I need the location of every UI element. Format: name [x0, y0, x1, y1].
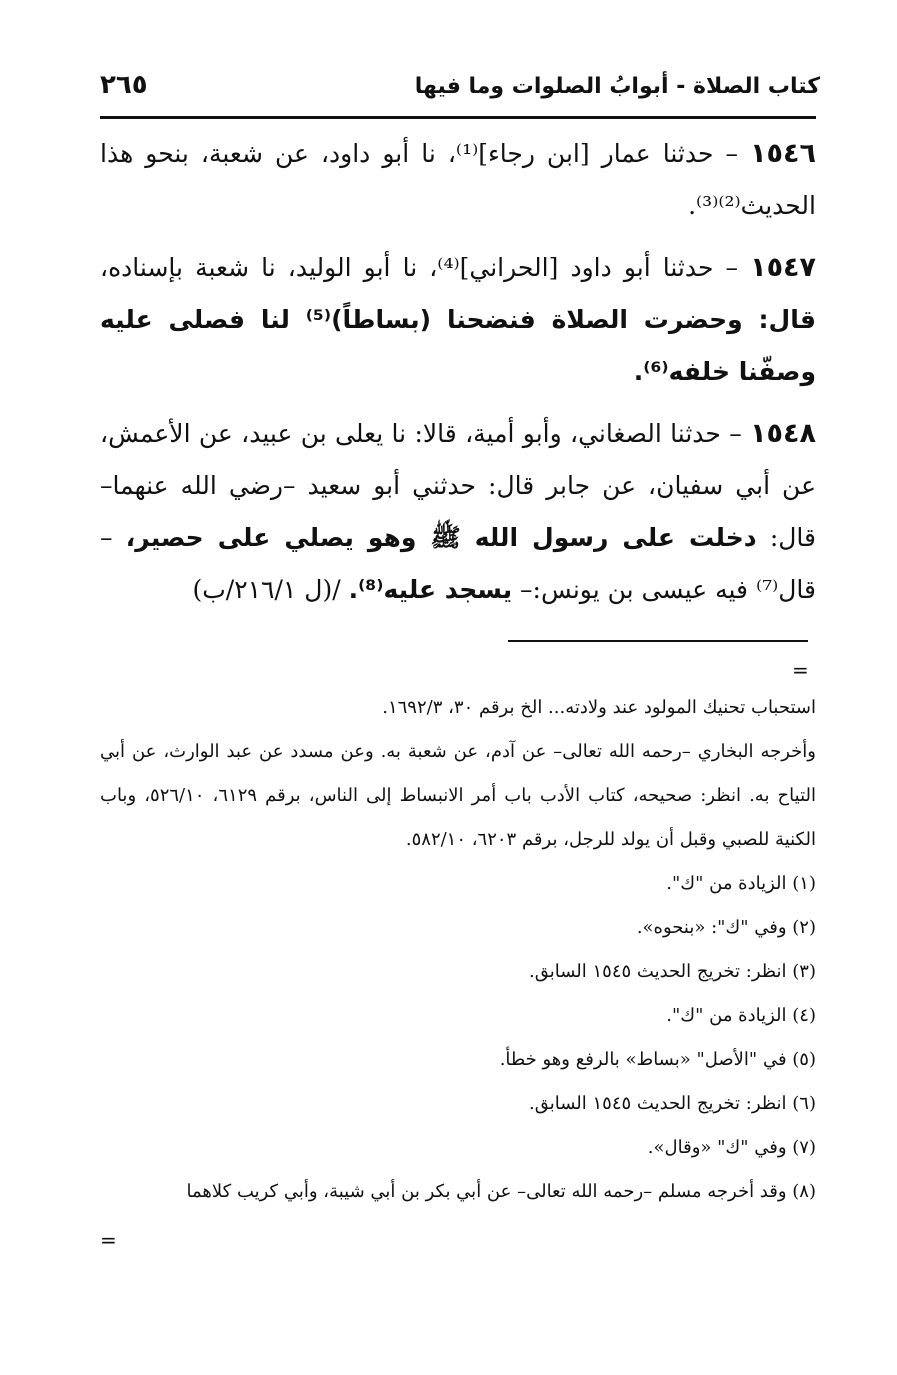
- running-title: كتاب الصلاة - أبوابُ الصلوات وما فيها: [414, 74, 820, 99]
- footnote-separator: [508, 640, 808, 642]
- footnote-8: (٨) وقد أخرجه مسلم –رحمه الله تعالى– عن أبي بكر بن أبي شيبة، وأبي كريب كلاهما: [186, 1181, 816, 1202]
- footnote-3: (٣) انظر: تخريج الحديث ١٥٤٥ السابق.: [529, 961, 816, 982]
- hadith-tail: –قال⁽⁷⁾ فيه عيسى بن يونس:–: [100, 523, 816, 604]
- page-number: ٢٦٥: [100, 70, 148, 100]
- footnote-5: (٥) في "الأصل" «بساط» بالرفع وهو خطأ.: [499, 1049, 816, 1070]
- footnote-1: (١) الزيادة من "ك".: [666, 873, 816, 894]
- hadith-matn: دخلت على رسول الله ﷺ وهو يصلي على حصير،: [125, 523, 757, 552]
- main-text: [100, 128, 816, 626]
- hadith-1548: [100, 408, 816, 616]
- page-header: [100, 70, 820, 114]
- manuscript-ref: /(ل ٢١٦/١/ب): [192, 575, 341, 604]
- end-continuation-mark: =: [100, 1228, 117, 1252]
- footnotes: [100, 686, 816, 1214]
- footnote-2: (٢) وفي "ك": «بنحوه».: [636, 917, 816, 938]
- footnote-7: (٧) وفي "ك" «وقال».: [647, 1137, 816, 1158]
- hadith-number: ١٥٤٧: [750, 252, 817, 283]
- footnote-continuation: استحباب تحنيك المولود عند ولادته... الخ برقم ٣٠، ١٦٩٢/٣.: [382, 697, 816, 718]
- hadith-matn: قال: وحضرت الصلاة فنضحنا (بساطاً)⁽⁵⁾ لنا فصلى عليه وصفّنا خلفه⁽⁶⁾.: [100, 305, 816, 386]
- hadith-number: ١٥٤٨: [750, 418, 816, 449]
- footnote-4: (٤) الزيادة من "ك".: [666, 1005, 816, 1026]
- hadith-1546: [100, 128, 816, 232]
- hadith-1547: [100, 242, 816, 398]
- hadith-text: – حدثنا الصغاني، وأبو أمية، قالا: نا يعلى بن عبيد، عن الأعمش، عن أبي سفيان، عن جابر قال: حدثني أبو سعيد –رضي الله عنهما– قال:: [100, 419, 816, 552]
- header-rule: [100, 116, 816, 119]
- footnote-6: (٦) انظر: تخريج الحديث ١٥٤٥ السابق.: [529, 1093, 816, 1114]
- hadith-number: ١٥٤٦: [750, 138, 816, 169]
- continuation-mark: =: [792, 658, 809, 682]
- hadith-text: – حدثنا عمار [ابن رجاء]⁽¹⁾، نا أبو داود، عن شعبة، بنحو هذا الحديث⁽²⁾⁽³⁾.: [100, 139, 816, 220]
- hadith-matn-tail: يسجد عليه⁽⁸⁾.: [348, 575, 513, 604]
- hadith-text: – حدثنا أبو داود [الحراني]⁽⁴⁾، نا أبو الوليد، نا شعبة بإسناده،: [100, 253, 738, 282]
- footnote-continuation: وأخرجه البخاري –رحمه الله تعالى– عن آدم، عن شعبة به. وعن مسدد عن عبد الوارث، عن أبي التياح به. انظر: صحيحه، كتاب الأدب باب أمر الانبساط إلى الناس، برقم ٦١٢٩، ٥٢٦/١٠، وباب الكنية للصبي وقبل أن يولد للرجل، برقم ٦٢٠٣، ٥٨٢/١٠.: [100, 741, 817, 850]
